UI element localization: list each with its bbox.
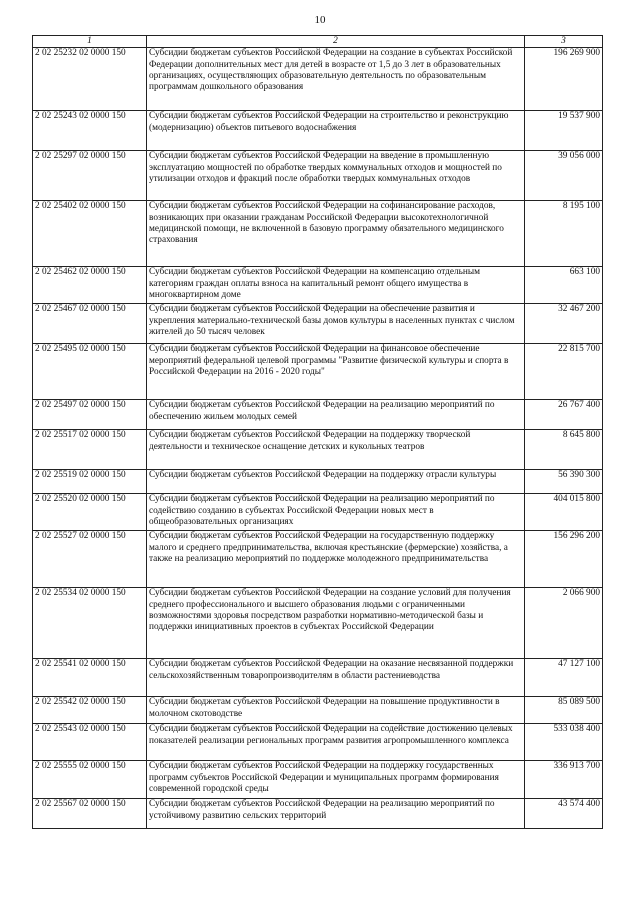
revenue-table <box>32 35 603 829</box>
budget-code-cell: 2 02 25541 02 0000 150 <box>33 659 147 697</box>
budget-code-cell: 2 02 25520 02 0000 150 <box>33 494 147 531</box>
amount-cell: 56 390 300 <box>525 470 603 494</box>
table-row <box>33 697 603 724</box>
budget-code-cell: 2 02 25297 02 0000 150 <box>33 151 147 201</box>
amount-cell: 47 127 100 <box>525 659 603 697</box>
description-cell: Субсидии бюджетам субъектов Российской Федерации на реализацию мероприятий по устойчивому развитию сельских территорий <box>147 799 525 829</box>
amount-cell: 2 066 900 <box>525 588 603 659</box>
table-row <box>33 151 603 201</box>
budget-code-cell: 2 02 25542 02 0000 150 <box>33 697 147 724</box>
amount-cell: 533 038 400 <box>525 724 603 761</box>
budget-code-cell: 2 02 25243 02 0000 150 <box>33 111 147 151</box>
table-row <box>33 724 603 761</box>
table-row <box>33 48 603 111</box>
amount-cell: 156 296 200 <box>525 531 603 588</box>
description-cell: Субсидии бюджетам субъектов Российской Федерации на реализацию мероприятий по содействию созданию в субъектах Российской Федерации новых мест в общеобразовательных организациях <box>147 494 525 531</box>
column-header-1: 1 <box>33 36 147 48</box>
table-row <box>33 494 603 531</box>
amount-cell: 32 467 200 <box>525 304 603 344</box>
description-cell: Субсидии бюджетам субъектов Российской Федерации на реализацию мероприятий по обеспечению жильем молодых семей <box>147 400 525 430</box>
description-cell: Субсидии бюджетам субъектов Российской Федерации на введение в промышленную эксплуатацию мощностей по обработке твердых коммунальных отходов и мощностей по утилизации отходов и фракций после обработки твердых коммунальных отходов <box>147 151 525 201</box>
amount-cell: 85 089 500 <box>525 697 603 724</box>
amount-cell: 43 574 400 <box>525 799 603 829</box>
table-row <box>33 201 603 267</box>
table-row <box>33 470 603 494</box>
amount-cell: 22 815 700 <box>525 344 603 400</box>
description-cell: Субсидии бюджетам субъектов Российской Федерации на оказание несвязанной поддержки сельскохозяйственным товаропроизводителям в области растениеводства <box>147 659 525 697</box>
description-cell: Субсидии бюджетам субъектов Российской Федерации на строительство и реконструкцию (модернизацию) объектов питьевого водоснабжения <box>147 111 525 151</box>
description-cell: Субсидии бюджетам субъектов Российской Федерации на поддержку творческой деятельности и техническое оснащение детских и кукольных театров <box>147 430 525 470</box>
table-row <box>33 111 603 151</box>
description-cell: Субсидии бюджетам субъектов Российской Федерации на поддержку государственных программ субъектов Российской Федерации и муниципальных программ формирования современной городской среды <box>147 761 525 799</box>
header-row <box>33 36 603 48</box>
description-cell: Субсидии бюджетам субъектов Российской Федерации на финансовое обеспечение мероприятий федеральной целевой программы "Развитие физической культуры и спорта в Российской Федерации на 2016 - 2020 годы" <box>147 344 525 400</box>
budget-code-cell: 2 02 25232 02 0000 150 <box>33 48 147 111</box>
description-cell: Субсидии бюджетам субъектов Российской Федерации на обеспечение развития и укрепления материально-технической базы домов культуры в населенных пунктах с числом жителей до 50 тысяч человек <box>147 304 525 344</box>
description-cell: Субсидии бюджетам субъектов Российской Федерации на компенсацию отдельным категориям граждан оплаты взноса на капитальный ремонт общего имущества в многоквартирном доме <box>147 267 525 304</box>
budget-code-cell: 2 02 25517 02 0000 150 <box>33 430 147 470</box>
table-row <box>33 761 603 799</box>
table-header <box>33 36 603 48</box>
description-cell: Субсидии бюджетам субъектов Российской Федерации на создание в субъектах Российской Федерации дополнительных мест для детей в возрасте от 1,5 до 3 лет в образовательных организациях, осуществляющих образовательную деятельность по образовательным программам дошкольного образования <box>147 48 525 111</box>
table-row <box>33 267 603 304</box>
table-row <box>33 344 603 400</box>
description-cell: Субсидии бюджетам субъектов Российской Федерации на создание условий для получения среднего профессионального и высшего образования людьми с ограниченными возможностями здоровья посредством разработки нормативно-методической базы и поддержки инициативных проектов в субъектах Российской Федерации <box>147 588 525 659</box>
table-row <box>33 588 603 659</box>
amount-cell: 196 269 900 <box>525 48 603 111</box>
amount-cell: 336 913 700 <box>525 761 603 799</box>
table-row <box>33 659 603 697</box>
page-number: 10 <box>314 14 326 26</box>
amount-cell: 8 645 800 <box>525 430 603 470</box>
amount-cell: 19 537 900 <box>525 111 603 151</box>
budget-code-cell: 2 02 25462 02 0000 150 <box>33 267 147 304</box>
budget-code-cell: 2 02 25495 02 0000 150 <box>33 344 147 400</box>
amount-cell: 39 056 000 <box>525 151 603 201</box>
table-row <box>33 799 603 829</box>
budget-code-cell: 2 02 25555 02 0000 150 <box>33 761 147 799</box>
description-cell: Субсидии бюджетам субъектов Российской Федерации на государственную поддержку малого и среднего предпринимательства, включая крестьянские (фермерские) хозяйства, а также на реализацию мероприятий по поддержке молодежного предпринимательства <box>147 531 525 588</box>
description-cell: Субсидии бюджетам субъектов Российской Федерации на софинансирование расходов, возникающих при оказании гражданам Российской Федерации высокотехнологичной медицинской помощи, не включенной в базовую программу обязательного медицинского страхования <box>147 201 525 267</box>
amount-cell: 8 195 100 <box>525 201 603 267</box>
description-cell: Субсидии бюджетам субъектов Российской Федерации на содействие достижению целевых показателей реализации региональных программ развития агропромышленного комплекса <box>147 724 525 761</box>
table-body <box>33 48 603 829</box>
amount-cell: 663 100 <box>525 267 603 304</box>
table-row <box>33 430 603 470</box>
table-row <box>33 400 603 430</box>
description-cell: Субсидии бюджетам субъектов Российской Федерации на поддержку отрасли культуры <box>147 470 525 494</box>
description-cell: Субсидии бюджетам субъектов Российской Федерации на повышение продуктивности в молочном скотоводстве <box>147 697 525 724</box>
budget-code-cell: 2 02 25527 02 0000 150 <box>33 531 147 588</box>
budget-code-cell: 2 02 25567 02 0000 150 <box>33 799 147 829</box>
amount-cell: 404 015 800 <box>525 494 603 531</box>
budget-code-cell: 2 02 25402 02 0000 150 <box>33 201 147 267</box>
column-header-2: 2 <box>147 36 525 48</box>
budget-code-cell: 2 02 25467 02 0000 150 <box>33 304 147 344</box>
budget-code-cell: 2 02 25497 02 0000 150 <box>33 400 147 430</box>
table-row <box>33 531 603 588</box>
budget-code-cell: 2 02 25519 02 0000 150 <box>33 470 147 494</box>
budget-code-cell: 2 02 25543 02 0000 150 <box>33 724 147 761</box>
amount-cell: 26 767 400 <box>525 400 603 430</box>
column-header-3: 3 <box>525 36 603 48</box>
table-row <box>33 304 603 344</box>
budget-code-cell: 2 02 25534 02 0000 150 <box>33 588 147 659</box>
